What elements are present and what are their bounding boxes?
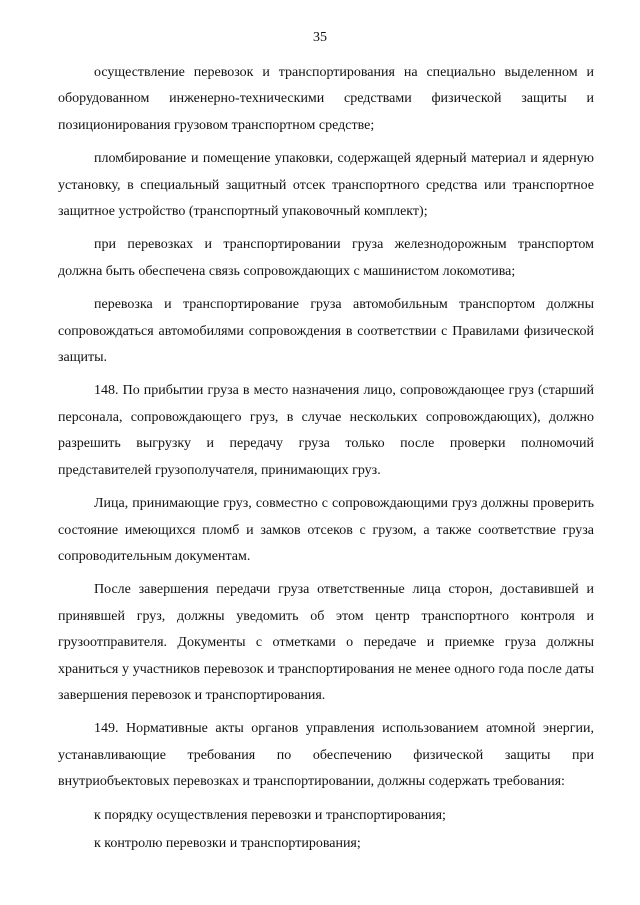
page-number: 35 — [313, 30, 327, 45]
paragraph-seal-check: Лица, принимающие груз, совместно с сопровождающими груз должны проверить состояние имеющихся пломб и замков отсеков с грузом, а также соответствие груза сопроводительным документам. — [58, 496, 594, 564]
document-body — [58, 60, 594, 859]
paragraph-149-regulations: 149. Нормативные акты органов управления использованием атомной энергии, устанавливающие требования по обеспечению физической защиты при внутриобъектовых перевозках и транспортировании, должны содержать требования: — [58, 721, 594, 790]
paragraph-handover-notification: После завершения передачи груза ответственные лица сторон, доставившей и принявшей груз, должны уведомить об этом центр транспортного контроля и грузоотправителя. Документы с отметками о передаче и приемке груза должны храниться у участников перевозок и транспортирования не менее одного года после даты завершения перевозок и транспортирования. — [58, 582, 594, 703]
list-item-procedure: к порядку осуществления перевозки и транспортирования; — [94, 807, 446, 823]
paragraph-sealing-packaging: пломбирование и помещение упаковки, содержащей ядерный материал и ядерную установку, в специальный защитный отсек транспортного средства или транспортное защитное устройство (транспортный упаковочный комплект); — [58, 151, 594, 220]
paragraph-road-escort: перевозка и транспортирование груза автомобильным транспортом должны сопровождаться автомобилями сопровождения в соответствии с Правилами физической защиты. — [58, 297, 594, 366]
list-item-control: к контролю перевозки и транспортирования; — [94, 835, 361, 851]
paragraph-148-arrival: 148. По прибытии груза в место назначения лицо, сопровождающее груз (старший персонала, сопровождающего груз, в случае нескольких сопровождающих), должно разрешить выгрузку и передачу груза только после проверки полномочий представителей грузополучателя, принимающих груз. — [58, 383, 594, 478]
paragraph-railway-communication: при перевозках и транспортировании груза железнодорожным транспортом должна быть обеспечена связь сопровождающих с машинистом локомотива; — [58, 237, 594, 279]
paragraph-transport-vehicle: осуществление перевозок и транспортирования на специально выделенном и оборудованном инженерно-техническими средствами физической защиты и позиционирования грузовом транспортном средстве; — [58, 65, 594, 133]
